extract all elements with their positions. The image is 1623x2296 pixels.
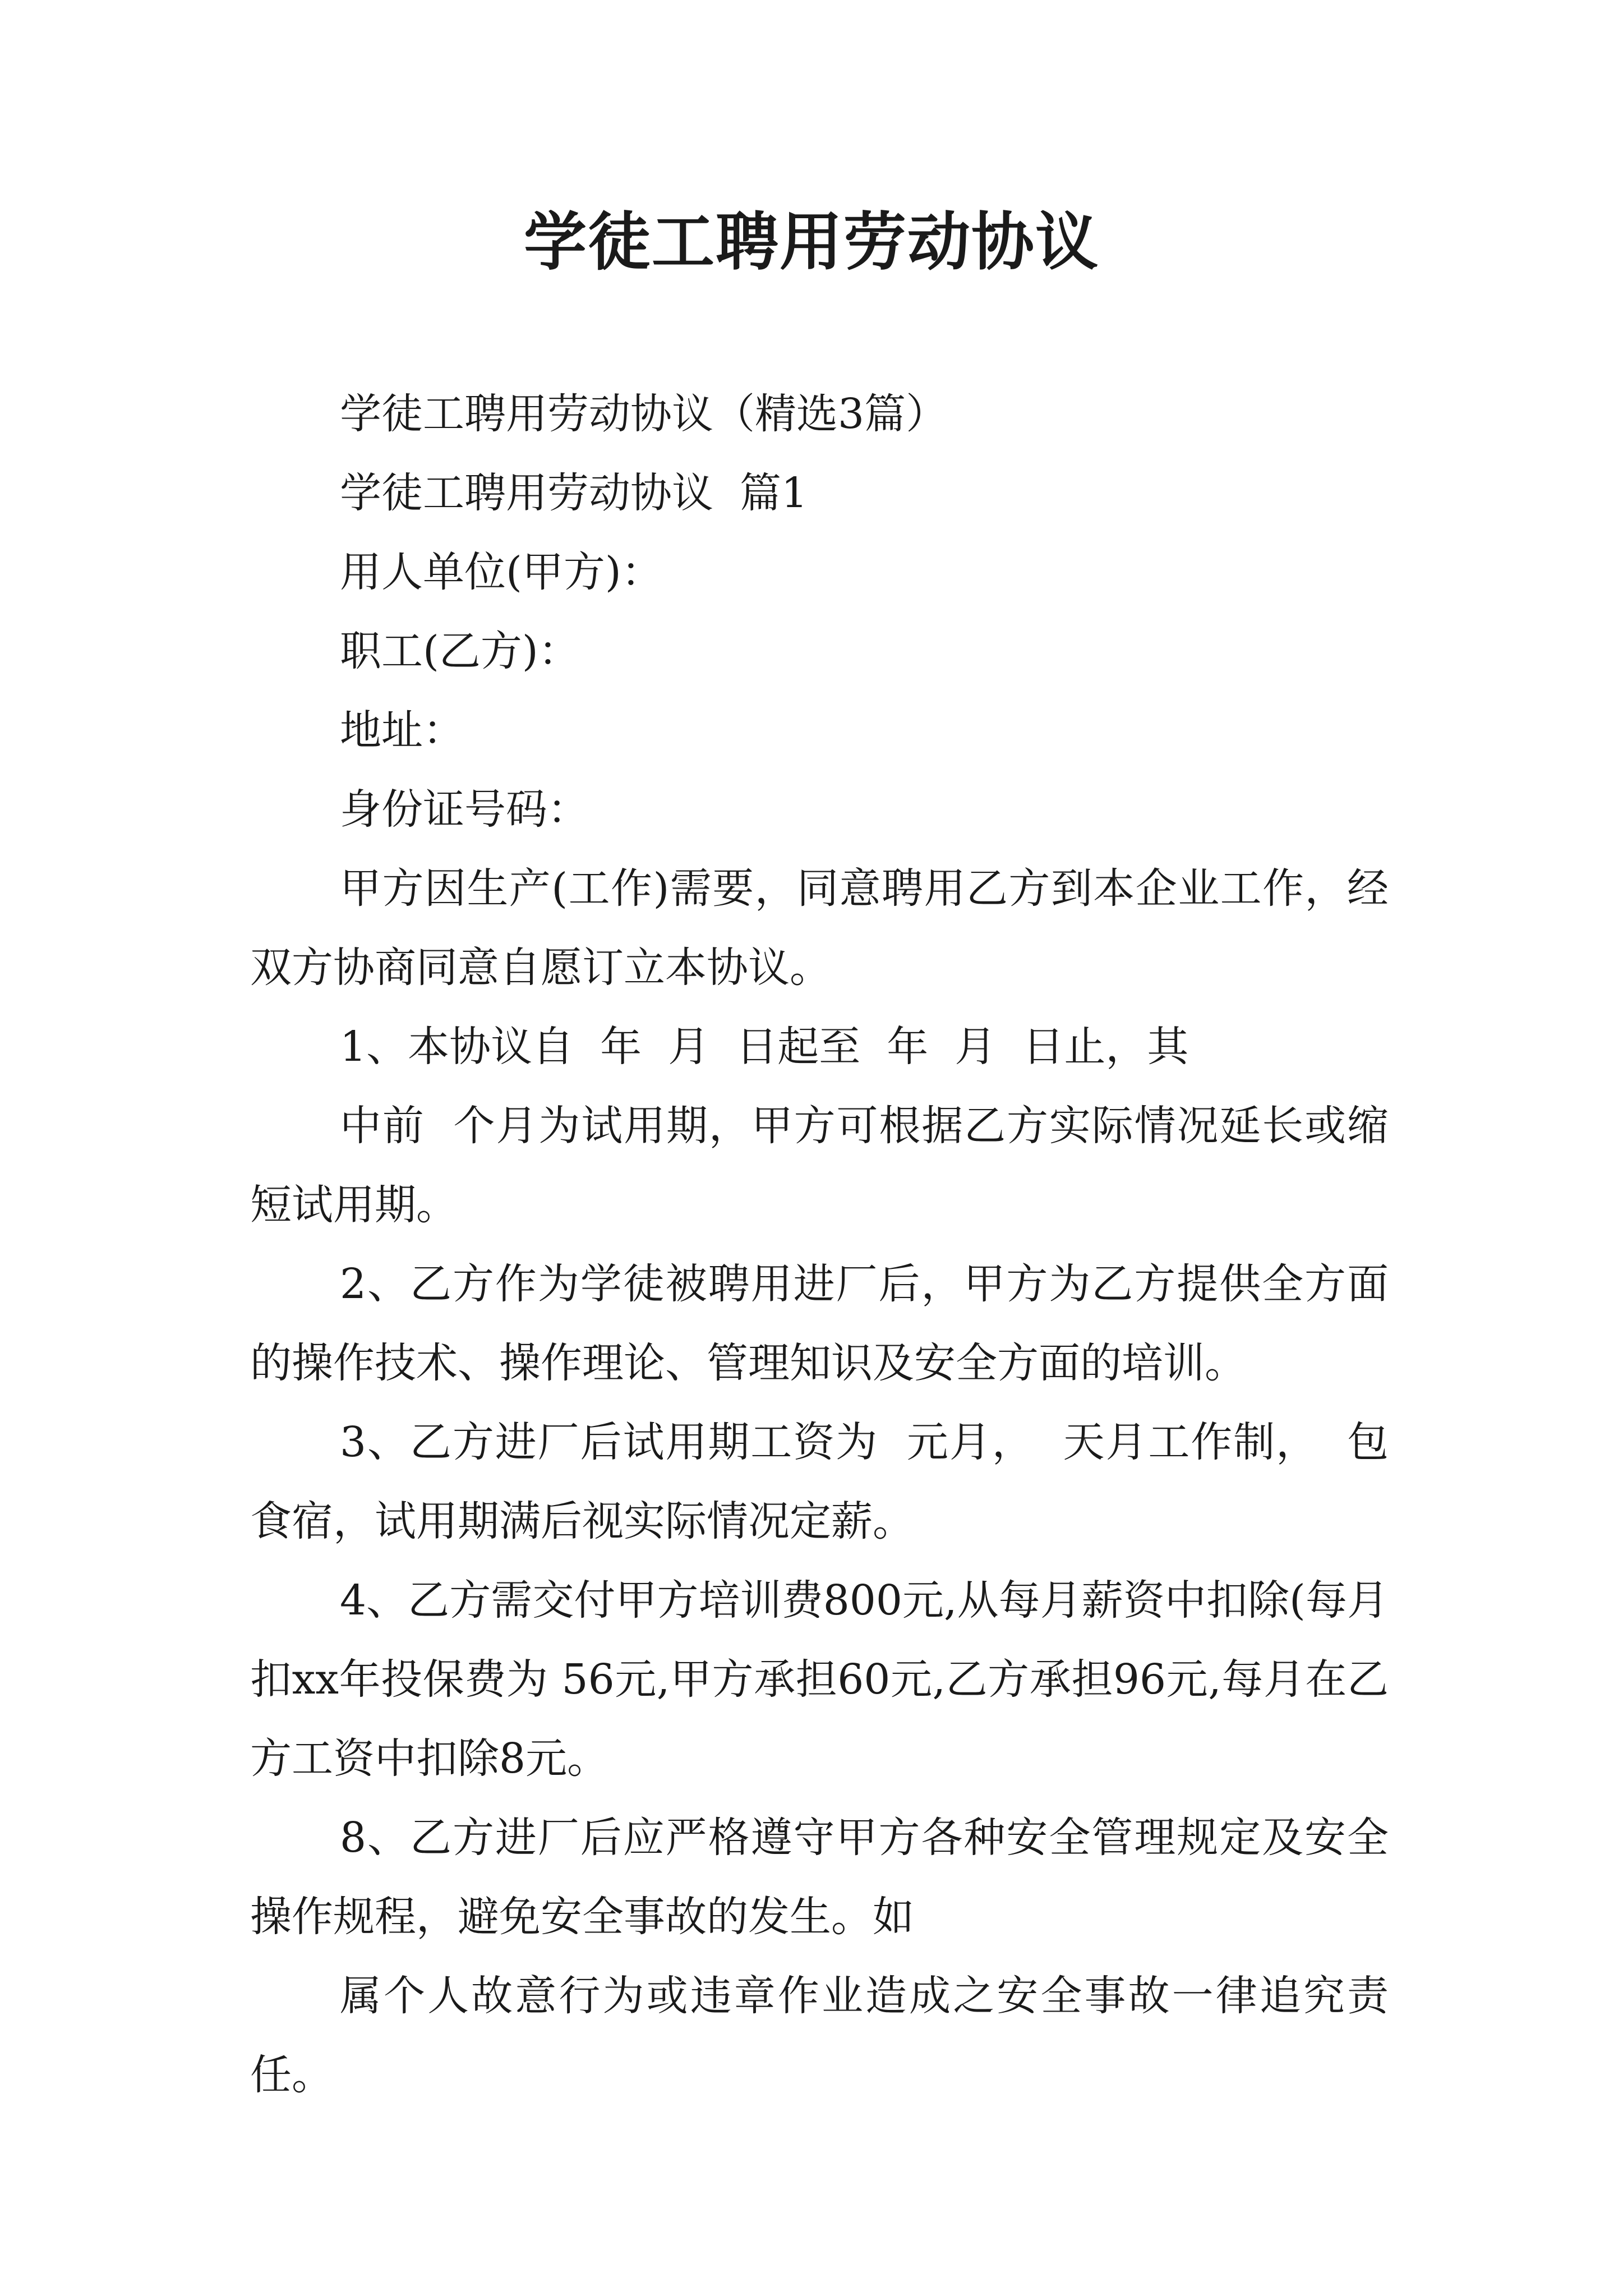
paragraph-clause-1: 1、本协议自 年 月 日起至 年 月 日止，其 bbox=[340, 1023, 1189, 1071]
paragraph-clause-8: 8、乙方进厂后应严格遵守甲方各种安全管理规定及安全操作规程，避免安全事故的发生。如 bbox=[250, 1814, 1389, 1941]
paragraph-clause-2: 2、乙方作为学徒被聘用进厂后，甲方为乙方提供全方面的操作技术、操作理论、管理知识及安全方面的培训。 bbox=[250, 1260, 1389, 1387]
paragraph-clause-8-continued: 属个人故意行为或违章作业造成之安全事故一律追究责任。 bbox=[250, 1972, 1389, 2099]
paragraph-clause-1-continued: 中前 个月为试用期，甲方可根据乙方实际情况延长或缩短试用期。 bbox=[250, 1102, 1389, 1229]
paragraph-clause-4: 4、乙方需交付甲方培训费800元,从每月薪资中扣除(每月扣xx年投保费为 56元,甲方承担60元,乙方承担96元,每月在乙方工资中扣除8元。 bbox=[250, 1576, 1389, 1783]
paragraph-intro: 甲方因生产(工作)需要，同意聘用乙方到本企业工作，经双方协商同意自愿订立本协议。 bbox=[250, 864, 1389, 992]
document-body bbox=[250, 375, 1389, 2115]
paragraph-section-heading: 学徒工聘用劳动协议 篇1 bbox=[340, 469, 808, 517]
paragraph-address-field: 地址： bbox=[340, 706, 464, 754]
paragraph-clause-3: 3、乙方进厂后试用期工资为 元月， 天月工作制， 包食宿，试用期满后视实际情况定薪。 bbox=[250, 1418, 1389, 1545]
paragraph-subtitle: 学徒工聘用劳动协议（精选3篇） bbox=[340, 390, 948, 438]
paragraph-employee-field: 职工(乙方)： bbox=[340, 627, 580, 675]
paragraph-employer-field: 用人单位(甲方)： bbox=[340, 548, 663, 596]
document-title: 学徒工聘用劳动协议 bbox=[524, 206, 1099, 279]
paragraph-id-number-field: 身份证号码： bbox=[340, 785, 589, 834]
